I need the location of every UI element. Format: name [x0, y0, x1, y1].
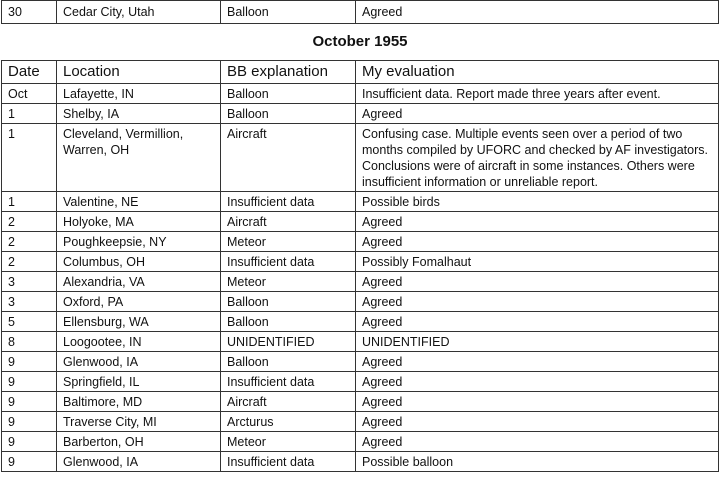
bb-explanation-cell: Insufficient data: [221, 252, 356, 272]
date-cell: 2: [2, 252, 57, 272]
location-cell: Shelby, IA: [57, 104, 221, 124]
my-evaluation-cell: Agreed: [356, 432, 719, 452]
bb-explanation-cell: Aircraft: [221, 124, 356, 192]
my-evaluation-cell: Agreed: [356, 232, 719, 252]
location-cell: Loogootee, IN: [57, 332, 221, 352]
table-row: [2, 452, 719, 472]
my-evaluation-cell: Insufficient data. Report made three years after event.: [356, 84, 719, 104]
table-body: [2, 84, 719, 472]
location-cell: Alexandria, VA: [57, 272, 221, 292]
location-cell: Cedar City, Utah: [57, 1, 221, 24]
table-row: [2, 232, 719, 252]
table-row: [2, 372, 719, 392]
bb-explanation-cell: Balloon: [221, 104, 356, 124]
table-row: [2, 1, 719, 24]
my-evaluation-cell: Agreed: [356, 292, 719, 312]
my-evaluation-cell: Agreed: [356, 1, 719, 24]
previous-month-table: [1, 0, 719, 24]
date-cell: 1: [2, 124, 57, 192]
date-cell: Oct: [2, 84, 57, 104]
october-1955-table: [1, 60, 719, 472]
table-row: [2, 192, 719, 212]
location-cell: Valentine, NE: [57, 192, 221, 212]
bb-explanation-cell: Insufficient data: [221, 372, 356, 392]
table-row: [2, 312, 719, 332]
table-row: [2, 252, 719, 272]
bb-explanation-cell: Meteor: [221, 272, 356, 292]
table-row: [2, 392, 719, 412]
location-cell: Lafayette, IN: [57, 84, 221, 104]
bb-explanation-cell: Balloon: [221, 1, 356, 24]
location-cell: Cleveland, Vermillion, Warren, OH: [57, 124, 221, 192]
header-date: Date: [2, 61, 57, 84]
table-row: [2, 352, 719, 372]
date-cell: 9: [2, 372, 57, 392]
my-evaluation-cell: Possible balloon: [356, 452, 719, 472]
my-evaluation-cell: Possibly Fomalhaut: [356, 252, 719, 272]
date-cell: 30: [2, 1, 57, 24]
bb-explanation-cell: Insufficient data: [221, 192, 356, 212]
location-cell: Holyoke, MA: [57, 212, 221, 232]
location-cell: Barberton, OH: [57, 432, 221, 452]
my-evaluation-cell: Agreed: [356, 372, 719, 392]
bb-explanation-cell: Aircraft: [221, 212, 356, 232]
location-cell: Glenwood, IA: [57, 452, 221, 472]
date-cell: 9: [2, 432, 57, 452]
header-location: Location: [57, 61, 221, 84]
bb-explanation-cell: Arcturus: [221, 412, 356, 432]
my-evaluation-cell: Agreed: [356, 104, 719, 124]
table-row: [2, 332, 719, 352]
my-evaluation-cell: Agreed: [356, 312, 719, 332]
table-row: [2, 84, 719, 104]
table-row: [2, 412, 719, 432]
location-cell: Springfield, IL: [57, 372, 221, 392]
bb-explanation-cell: Balloon: [221, 84, 356, 104]
my-evaluation-cell: Agreed: [356, 212, 719, 232]
my-evaluation-cell: Agreed: [356, 272, 719, 292]
date-cell: 9: [2, 392, 57, 412]
date-cell: 2: [2, 232, 57, 252]
bb-explanation-cell: Balloon: [221, 352, 356, 372]
date-cell: 5: [2, 312, 57, 332]
date-cell: 8: [2, 332, 57, 352]
location-cell: Poughkeepsie, NY: [57, 232, 221, 252]
bb-explanation-cell: UNIDENTIFIED: [221, 332, 356, 352]
my-evaluation-cell: Possible birds: [356, 192, 719, 212]
bb-explanation-cell: Balloon: [221, 312, 356, 332]
section-title: October 1955: [312, 33, 408, 50]
location-cell: Columbus, OH: [57, 252, 221, 272]
my-evaluation-cell: UNIDENTIFIED: [356, 332, 719, 352]
date-cell: 1: [2, 104, 57, 124]
location-cell: Glenwood, IA: [57, 352, 221, 372]
date-cell: 9: [2, 452, 57, 472]
date-cell: 3: [2, 292, 57, 312]
date-cell: 3: [2, 272, 57, 292]
header-my-evaluation: My evaluation: [356, 61, 719, 84]
bb-explanation-cell: Meteor: [221, 432, 356, 452]
my-evaluation-cell: Agreed: [356, 392, 719, 412]
bb-explanation-cell: Aircraft: [221, 392, 356, 412]
bb-explanation-cell: Balloon: [221, 292, 356, 312]
location-cell: Oxford, PA: [57, 292, 221, 312]
header-bb-explanation: BB explanation: [221, 61, 356, 84]
table-row: [2, 212, 719, 232]
table-row: [2, 104, 719, 124]
date-cell: 9: [2, 412, 57, 432]
table-row: [2, 432, 719, 452]
my-evaluation-cell: Agreed: [356, 352, 719, 372]
date-cell: 9: [2, 352, 57, 372]
location-cell: Baltimore, MD: [57, 392, 221, 412]
table-row: [2, 272, 719, 292]
table-row: [2, 292, 719, 312]
my-evaluation-cell: Confusing case. Multiple events seen over a period of two months compiled by UFORC and checked by AF investigators. Conclusions were of aircraft in some instances. Others were insufficient information or unreliable report.: [356, 124, 719, 192]
bb-explanation-cell: Meteor: [221, 232, 356, 252]
location-cell: Traverse City, MI: [57, 412, 221, 432]
my-evaluation-cell: Agreed: [356, 412, 719, 432]
location-cell: Ellensburg, WA: [57, 312, 221, 332]
bb-explanation-cell: Insufficient data: [221, 452, 356, 472]
date-cell: 1: [2, 192, 57, 212]
table-row: [2, 124, 719, 192]
header-row: [2, 61, 719, 84]
date-cell: 2: [2, 212, 57, 232]
